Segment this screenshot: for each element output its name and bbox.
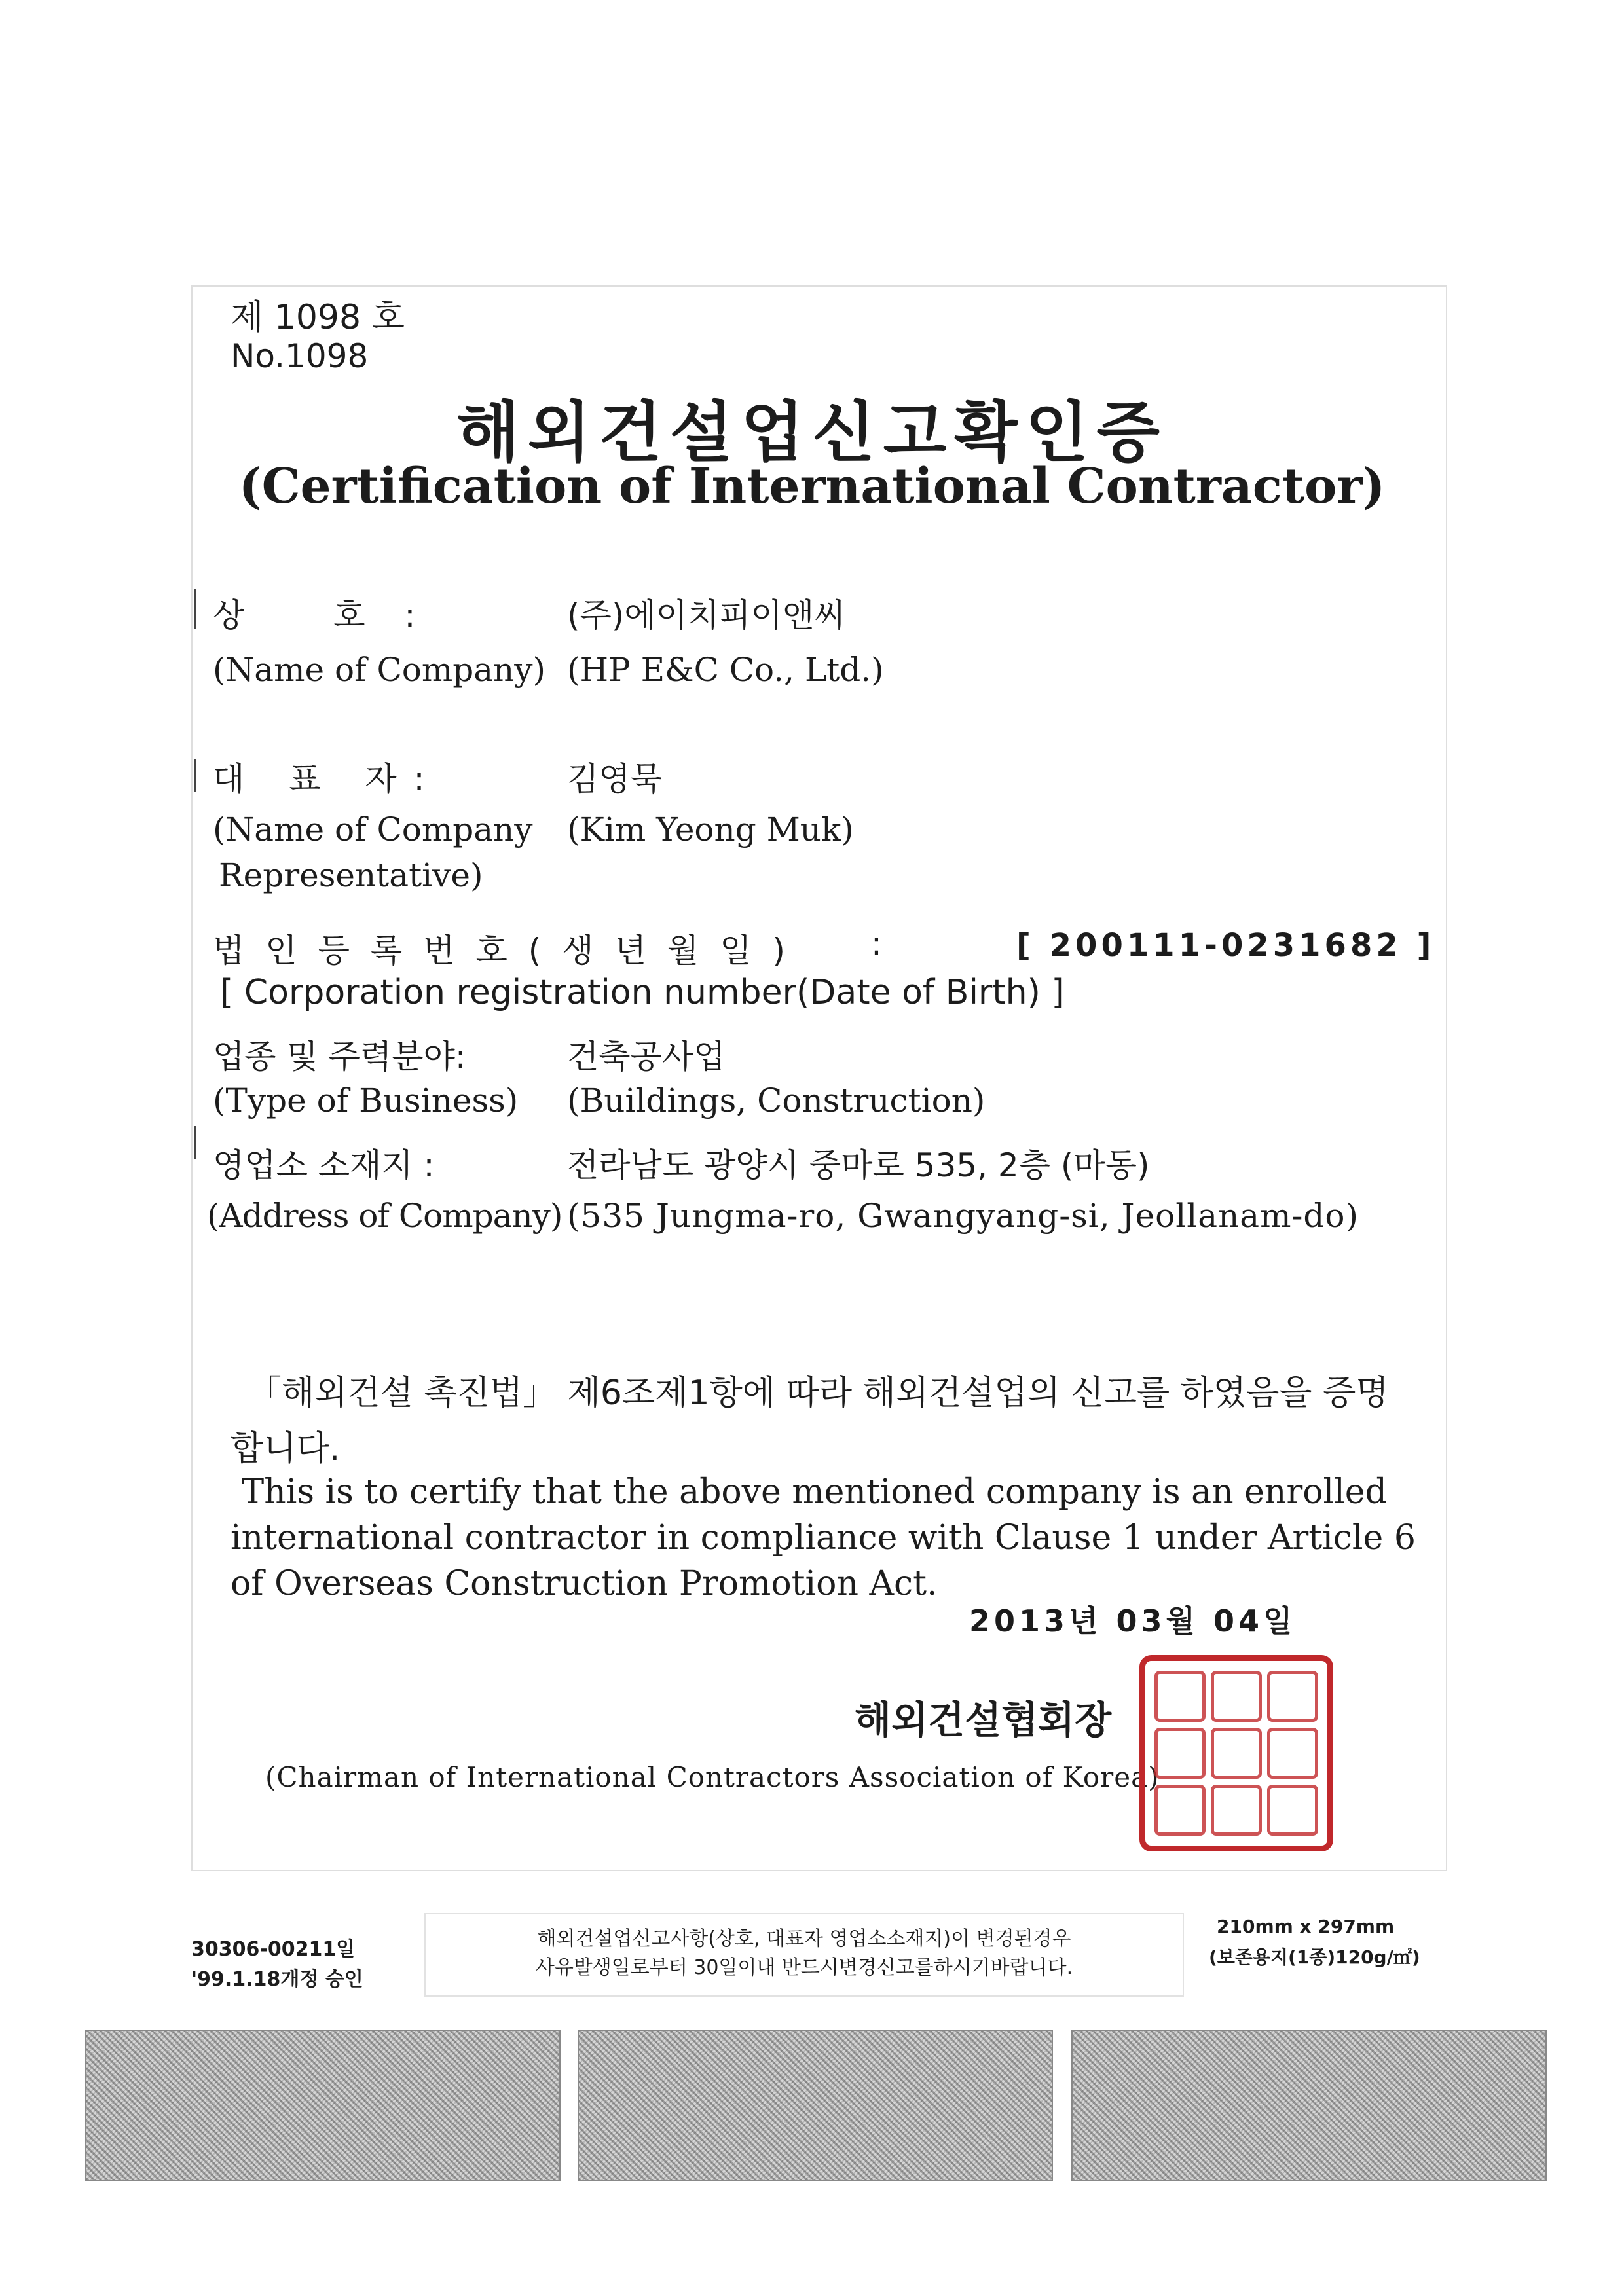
representative-label-ko: 대 표 자: — [213, 760, 442, 798]
address-value-en: (535 Jungma-ro, Gwangyang-si, Jeollanam-do) — [567, 1197, 1359, 1235]
form-code: 30306-00211일 — [191, 1938, 356, 1961]
certificate-number-ko: 제 1098 호 — [231, 298, 405, 337]
frame-mark — [194, 589, 196, 629]
certification-text-ko-end: 합니다. — [231, 1429, 341, 1468]
business-label-en: (Type of Business) — [213, 1082, 519, 1120]
security-pattern — [1071, 2030, 1547, 2181]
certification-text-en: This is to certify that the above mentioned company is an enrolled international contractor in compliance with Clause 1 under Article 6 of Overseas Construction Promotion Act. — [231, 1472, 1416, 1603]
change-notice-line-1: 해외건설업신고사항(상호, 대표자 영업소소재지)이 변경된경우 — [537, 1927, 1071, 1950]
representative-label-en-2: Representative) — [219, 856, 483, 894]
address-label-ko: 영업소 소재지 : — [213, 1146, 435, 1184]
address-label-en: (Address of Company) — [207, 1197, 563, 1235]
representative-value-en: (Kim Yeong Muk) — [567, 811, 854, 848]
business-value-en: (Buildings, Construction) — [567, 1082, 986, 1120]
frame-mark — [194, 759, 196, 792]
business-label-ko: 업종 및 주력분야: — [213, 1038, 466, 1076]
form-approval: '99.1.18개정 승인 — [191, 1968, 363, 1991]
security-pattern — [578, 2030, 1053, 2181]
official-seal-icon — [1139, 1655, 1333, 1851]
representative-value-ko: 김영묵 — [567, 760, 662, 798]
paper-size: 210mm x 297mm — [1217, 1916, 1395, 1937]
change-notice-line-2: 사유발생일로부터 30일이내 반드시변경신고를하시기바랍니다. — [535, 1956, 1073, 1979]
company-label-ko: 상 호: — [213, 596, 455, 634]
issue-date: 2013년 03월 04일 — [969, 1603, 1297, 1639]
certificate-number-en: No.1098 — [231, 337, 369, 375]
company-label-en: (Name of Company) — [213, 651, 546, 689]
representative-label-en-1: (Name of Company — [213, 811, 533, 848]
business-value-ko: 건축공사업 — [567, 1038, 726, 1076]
paper-type: (보존용지(1종)120g/㎡) — [1209, 1946, 1420, 1968]
issuer-en: (Chairman of International Contractors Association of Korea) — [265, 1761, 1160, 1793]
registration-label-ko: 법인등록번호(생년월일) — [213, 932, 807, 970]
company-value-en: (HP E&C Co., Ltd.) — [567, 651, 884, 689]
frame-mark — [194, 1126, 196, 1159]
company-value-ko: (주)에이치피이앤씨 — [567, 596, 846, 634]
issuer-ko: 해외건설협회장 — [855, 1698, 1112, 1742]
registration-value: [ 200111-0231682 ] — [1016, 927, 1435, 964]
page-title-en: (Certification of International Contractor) — [238, 458, 1386, 515]
registration-colon: : — [871, 924, 882, 962]
page-title-ko: 해외건설업신고확인증 — [456, 394, 1168, 471]
registration-label-en: [ Corporation registration number(Date of Birth) ] — [220, 973, 1065, 1012]
change-notice-box — [424, 1913, 1184, 1997]
address-value-ko: 전라남도 광양시 중마로 535, 2층 (마동) — [567, 1146, 1150, 1184]
certification-text-ko: 「해외건설 촉진법」 제6조제1항에 따라 해외건설업의 신고를 하였음을 증명 — [248, 1374, 1389, 1413]
security-pattern — [85, 2030, 561, 2181]
